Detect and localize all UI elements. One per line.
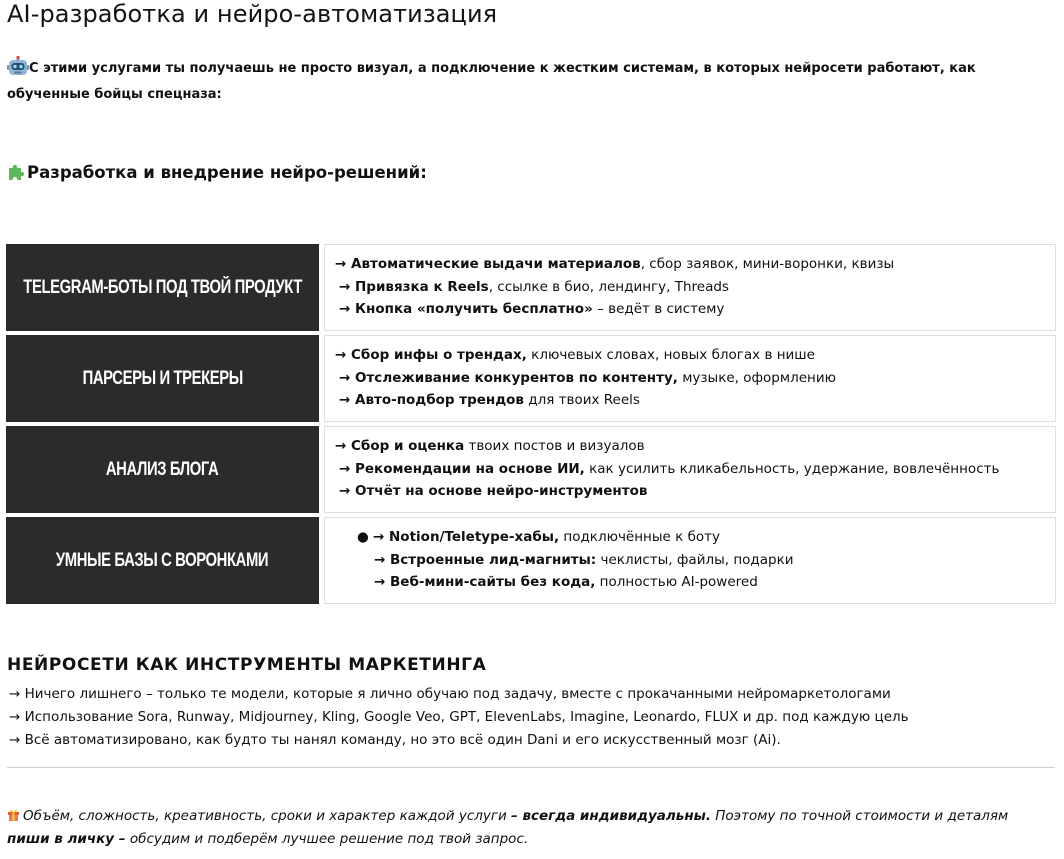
list-item: → Использование Sora, Runway, Midjourney, Kling, Google Veo, GPT, ElevenLabs, Imagine, Leonardo, FLUX и др. под каждую цель: [9, 709, 909, 725]
service-line: → Автоматические выдачи материалов, сбор заявок, мини-воронки, квизы: [335, 256, 895, 272]
service-line: → Авто-подбор трендов для твоих Reels: [339, 392, 640, 408]
service-row-telegram-bots: [6, 244, 1056, 331]
robot-icon: [7, 56, 29, 76]
service-line: → Отчёт на основе нейро-инструментов: [339, 483, 648, 499]
service-line: → Сбор инфы о трендах, ключевых словах, новых блогах в нише: [335, 347, 815, 363]
service-label: TELEGRAM-БОТЫ ПОД ТВОЙ ПРОДУКТ: [6, 244, 319, 331]
page-title: AI-разработка и нейро-автоматизация: [7, 0, 498, 28]
service-label: АНАЛИЗ БЛОГА: [6, 426, 319, 513]
section-heading: [7, 163, 427, 182]
footer-note: Объём, сложность, креативность, сроки и характер каждой услуги – всегда индивидуальны. Поэтому по точной стоимости и деталям пиши в личку – обсудим и подберём лучшее решение под твой запрос.: [7, 808, 1009, 847]
service-details: [324, 426, 1056, 513]
service-line: → Отслеживание конкурентов по контенту, музыке, оформлению: [339, 369, 836, 386]
service-label: ПАРСЕРЫ И ТРЕКЕРЫ: [6, 335, 319, 422]
marketing-heading: НЕЙРОСЕТИ КАК ИНСТРУМЕНТЫ МАРКЕТИНГА: [7, 655, 487, 675]
service-row-parsers: [6, 335, 1056, 422]
service-line: → Рекомендации на основе ИИ, как усилить кликабельность, удержание, вовлечённость: [339, 460, 1000, 477]
divider: [7, 767, 1055, 768]
service-details: [324, 517, 1056, 604]
service-row-blog-analysis: [6, 426, 1056, 513]
service-details: [324, 244, 1056, 331]
intro-text: С этими услугами ты получаешь не просто визуал, а подключение к жестким системам, в которых нейросети работают, как обученные бойцы спецназа:: [7, 61, 976, 102]
service-line: → Встроенные лид-магниты: чеклисты, файлы, подарки: [374, 551, 794, 568]
service-line: ● → Notion/Teletype-хабы, подключённые к боту: [335, 526, 1045, 549]
list-item: → Ничего лишнего – только те модели, которые я лично обучаю под задачу, вместе с прокачанными нейромаркетологами: [9, 686, 891, 702]
list-item: → Всё автоматизировано, как будто ты нанял команду, но это всё один Dani и его искусственный мозг (Ai).: [9, 732, 781, 748]
gift-icon: [7, 806, 20, 819]
service-line: → Сбор и оценка твоих постов и визуалов: [335, 438, 645, 454]
intro-paragraph: [7, 56, 1047, 108]
service-line: → Привязка к Reels, ссылке в био, лендингу, Threads: [339, 278, 729, 295]
puzzle-icon: [7, 163, 25, 181]
service-label: УМНЫЕ БАЗЫ С ВОРОНКАМИ: [6, 517, 319, 604]
service-line: → Веб-мини-сайты без кода, полностью AI-powered: [374, 574, 758, 590]
service-row-smart-bases: [6, 517, 1056, 604]
bullet-icon: ●: [357, 529, 369, 545]
marketing-list: [9, 683, 909, 752]
services-table: [6, 244, 1056, 608]
service-line: → Кнопка «получить бесплатно» – ведёт в систему: [339, 301, 725, 317]
service-details: [324, 335, 1056, 422]
section-heading-text: Разработка и внедрение нейро-решений:: [27, 163, 427, 182]
